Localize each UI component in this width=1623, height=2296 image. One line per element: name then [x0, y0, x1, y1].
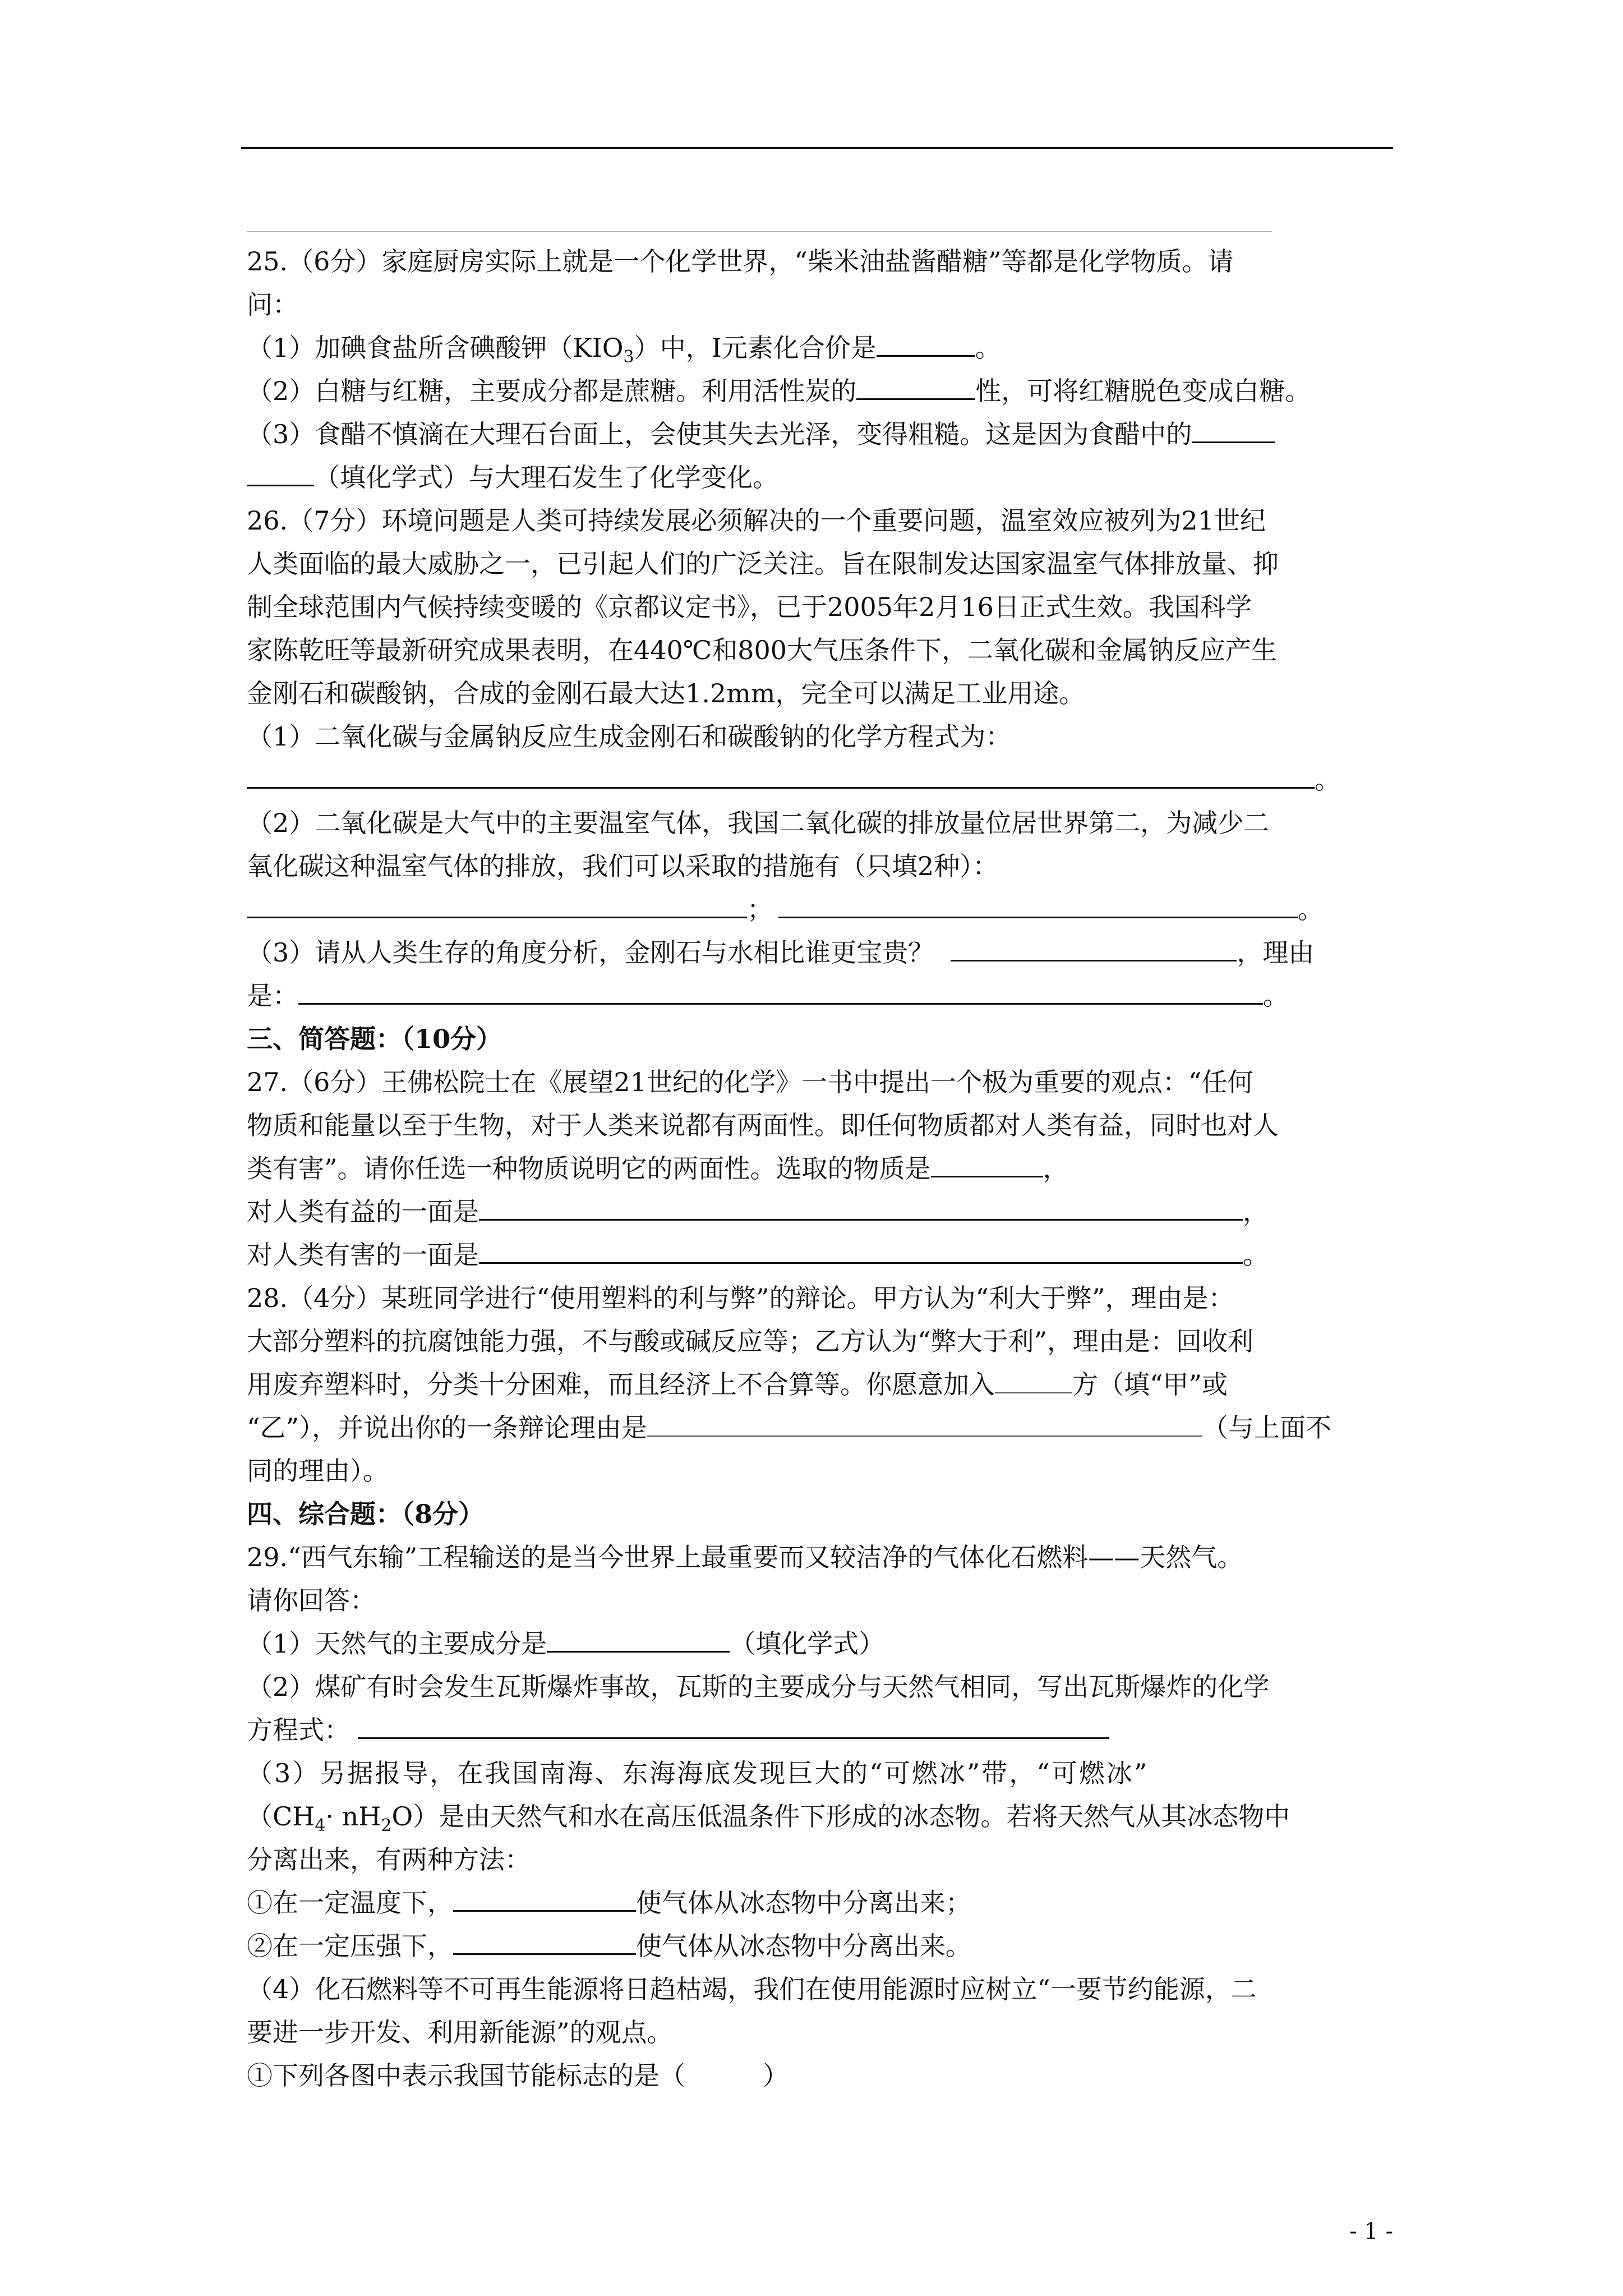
q26-line5: 金刚石和碳酸钠，合成的金刚石最大达1.2mm，完全可以满足工业用途。: [247, 678, 1085, 708]
q29-part2-cont: 方程式：: [247, 1709, 1391, 1752]
q28-line1: 28.（4分）某班同学进行“使用塑料的利与弊”的辩论。甲方认为“利大于弊”，理由是：: [247, 1283, 1234, 1313]
q26-part1: （1）二氧化碳与金属钠反应生成金刚石和碳酸钠的化学方程式为：: [247, 721, 1012, 752]
section-3-heading: 三、简答题：（10分）: [247, 1024, 502, 1054]
q28-line4: “乙”），并说出你的一条辩论理由是 （与上面不: [247, 1406, 1391, 1450]
q26-line1: 26.（7分）环境问题是人类可持续发展必须解决的一个重要问题，温室效应被列为21世纪: [247, 505, 1266, 536]
q29-method2: ②在一定压强下， 使气体从冰态物中分离出来。: [247, 1925, 1391, 1968]
answer-blank[interactable]: [453, 1885, 636, 1912]
q29-part3-cont2: 分离出来，有两种方法：: [247, 1844, 531, 1875]
q29-part4: （4）化石燃料等不可再生能源将日趋枯竭，我们在使用能源时应树立“一要节约能源，二: [247, 1974, 1257, 2004]
answer-blank[interactable]: [247, 762, 1315, 789]
q25-title-cont: 问：: [247, 289, 298, 320]
answer-blank[interactable]: [995, 1368, 1072, 1393]
q26-part2-answers: ； 。: [247, 888, 1391, 931]
section-4-heading: 四、综合题：（8分）: [247, 1499, 485, 1529]
q27-good-side: 对人类有益的一面是 ，: [247, 1190, 1391, 1234]
answer-blank[interactable]: [547, 1626, 730, 1653]
q27-line3: 类有害”。请你任选一种物质说明它的两面性。选取的物质是 ，: [247, 1147, 1391, 1190]
answer-blank[interactable]: [358, 1713, 1109, 1739]
q29-part3-cont: $(CH_4\cdot nH_2O)$是由天然气和水在高压低温条件下形成的冰态物。若将天然气从其冰态物中: [247, 1801, 1290, 1836]
q26-part2-cont: 氧化碳这种温室气体的排放，我们可以采取的措施有（只填2种）：: [247, 851, 999, 881]
q29-method1: ①在一定温度下， 使气体从冰态物中分离出来；: [247, 1881, 1391, 1925]
q28-line3: 用废弃塑料时，分类十分困难，而且经济上不合算等。你愿意加入 方（填“甲”或: [247, 1363, 1391, 1406]
q25-part1: （1）加碘食盐所含碘酸钾$(KIO_3)$中，I元素化合价是 。: [247, 326, 1391, 370]
q29-part1: （1）天然气的主要成分是 （填化学式）: [247, 1622, 1391, 1665]
answer-blank[interactable]: [479, 1194, 1243, 1221]
q25-part2: （2）白糖与红糖，主要成分都是蔗糖。利用活性炭的 性，可将红糖脱色变成白糖。: [247, 370, 1391, 413]
q25-part3: （3）食醋不慎滴在大理石台面上，会使其失去光泽，变得粗糙。这是因为食醋中的: [247, 413, 1391, 456]
q27-line1: 27.（6分）王佛松院士在《展望21世纪的化学》一书中提出一个极为重要的观点：“任何: [247, 1067, 1253, 1097]
answer-blank[interactable]: [856, 374, 975, 400]
q28-line5: 同的理由）。: [247, 1456, 389, 1486]
answer-blank[interactable]: [951, 935, 1237, 961]
answer-blank[interactable]: [247, 892, 747, 918]
answer-blank[interactable]: [247, 460, 314, 486]
answer-blank[interactable]: [453, 1929, 636, 1955]
q29-part2: （2）煤矿有时会发生瓦斯爆炸事故，瓦斯的主要成分与天然气相同，写出瓦斯爆炸的化学: [247, 1672, 1270, 1702]
q26-part2: （2）二氧化碳是大气中的主要温室气体，我国二氧化碳的排放量位居世界第二，为减少二: [247, 808, 1270, 838]
q26-line2: 人类面临的最大威胁之一，已引起人们的广泛关注。旨在限制发达国家温室气体排放量、抑: [247, 549, 1279, 579]
answer-blank[interactable]: [479, 1237, 1243, 1264]
answer-blank[interactable]: [647, 1411, 1202, 1437]
answer-blank[interactable]: [931, 1151, 1043, 1177]
page-number: - 1 -: [1349, 2219, 1393, 2244]
header-rule: [241, 147, 1393, 149]
q26-part3: （3）请从人类生存的角度分析，金刚石与水相比谁更宝贵？ ，理由: [247, 931, 1391, 974]
answer-blank[interactable]: [298, 978, 1263, 1005]
q25-part3-cont: （填化学式）与大理石发生了化学变化。: [247, 456, 1391, 499]
exam-content: [247, 240, 1391, 2097]
separator-line: [247, 231, 1272, 232]
q26-line3: 制全球范围内气候持续变暖的《京都议定书》，已于2005年2月16日正式生效。我国科学: [247, 592, 1252, 622]
q26-part1-answer: 。: [247, 758, 1391, 802]
q29-part3: （3）另据报导，在我国南海、东海海底发现巨大的“可燃冰”带，“可燃冰”: [247, 1758, 1149, 1788]
q26-line4: 家陈乾旺等最新研究成果表明，在440℃和800大气压条件下，二氧化碳和金属钠反应产生: [247, 635, 1278, 665]
q29-line1: 29.“西气东输”工程输送的是当今世界上最重要而又较洁净的气体化石燃料——天然气。: [247, 1542, 1243, 1572]
answer-blank[interactable]: [1192, 417, 1275, 443]
answer-blank[interactable]: [877, 330, 975, 357]
answer-blank[interactable]: [778, 892, 1298, 918]
q29-line2: 请你回答：: [247, 1585, 376, 1616]
q28-line2: 大部分塑料的抗腐蚀能力强，不与酸或碱反应等；乙方认为“弊大于利”，理由是：回收利: [247, 1326, 1254, 1356]
q25-title: 25.（6分）家庭厨房实际上就是一个化学世界，“柴米油盐酱醋糖”等都是化学物质。请: [247, 246, 1234, 277]
q26-part3-cont: 是： 。: [247, 974, 1391, 1018]
q27-line2: 物质和能量以至于生物，对于人类来说都有两面性。即任何物质都对人类有益，同时也对人: [247, 1110, 1279, 1140]
q27-bad-side: 对人类有害的一面是 。: [247, 1234, 1391, 1277]
q29-part4-cont: 要进一步开发、利用新能源”的观点。: [247, 2017, 673, 2047]
q29-part4-question: ①下列各图中表示我国节能标志的是（ ）: [247, 2060, 789, 2091]
